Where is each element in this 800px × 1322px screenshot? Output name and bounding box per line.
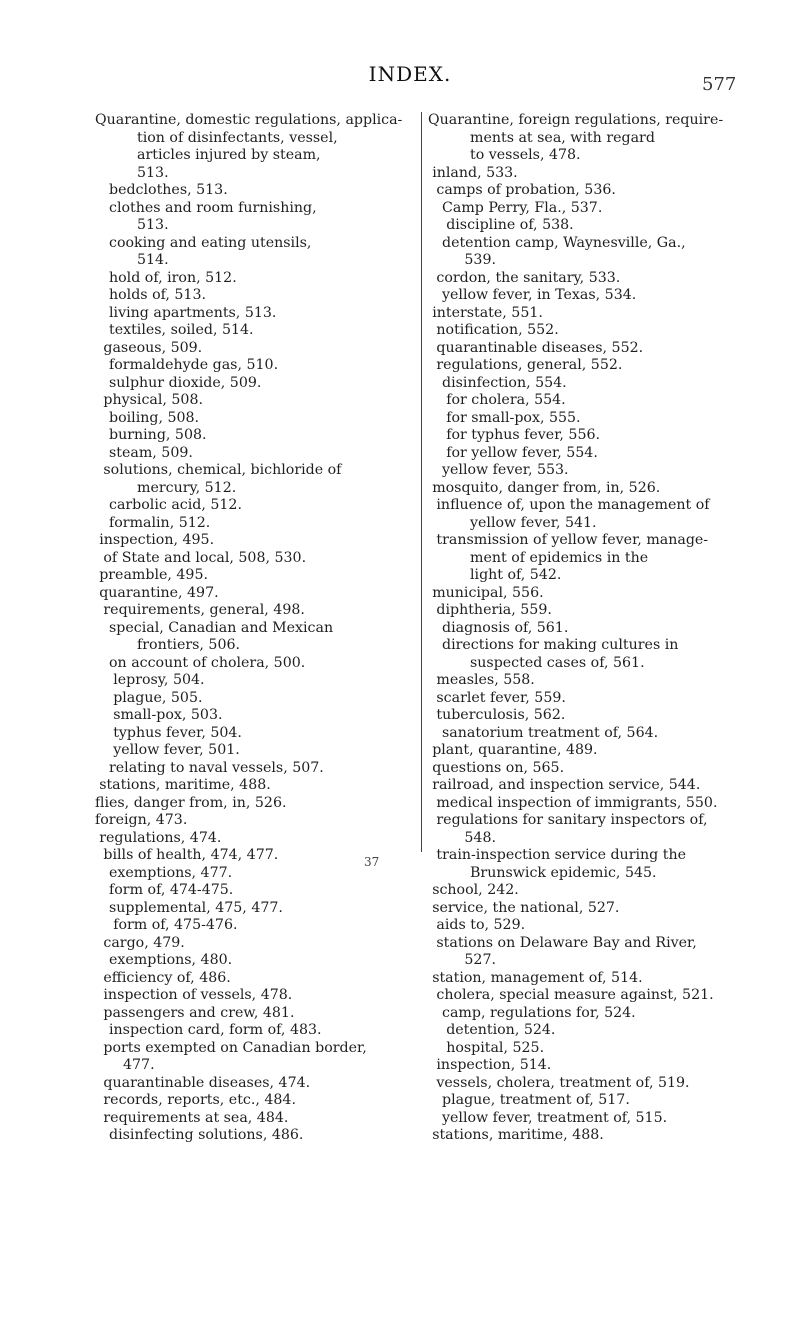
index-entry: solutions, chemical, bichloride of [103, 462, 342, 478]
index-entry: Brunswick epidemic, 545. [470, 864, 657, 881]
index-entry: passengers and crew, 481. [103, 1004, 295, 1021]
index-entry: yellow fever, 501. [113, 742, 240, 758]
index-entry: 539. [464, 252, 496, 268]
index-entry: hospital, 525. [446, 1039, 545, 1056]
index-entry: exemptions, 480. [109, 952, 233, 968]
index-entry: articles injured by steam, [137, 147, 321, 163]
index-entry: discipline of, 538. [446, 217, 574, 233]
index-entry: diphtheria, 559. [436, 602, 552, 618]
index-entry: clothes and room furnishing, [109, 199, 317, 216]
index-entry: 513. [137, 217, 169, 233]
index-entry: for cholera, 554. [446, 392, 566, 408]
index-entry: formalin, 512. [109, 514, 211, 531]
index-entry: station, management of, 514. [432, 969, 643, 986]
index-entry: textiles, soiled, 514. [109, 322, 254, 338]
index-entry: cordon, the sanitary, 533. [436, 269, 621, 286]
index-entry: stations on Delaware Bay and River, [436, 934, 697, 951]
index-entry: holds of, 513. [109, 287, 206, 303]
index-entry: cargo, 479. [103, 934, 185, 951]
index-entry: mosquito, danger from, in, 526. [432, 479, 661, 496]
index-entry: form of, 474-475. [109, 882, 234, 898]
index-entry: questions on, 565. [432, 759, 565, 776]
index-entry: camps of probation, 536. [436, 182, 616, 198]
index-entry: municipal, 556. [432, 584, 544, 601]
index-entry: inspection, 514. [436, 1057, 552, 1073]
index-entry: plague, 505. [113, 689, 203, 706]
page-number: 577 [702, 74, 737, 95]
index-entry: Quarantine, domestic regulations, applica- [95, 112, 403, 128]
index-entry: 527. [464, 952, 496, 968]
index-entry: tion of disinfectants, vessel, [137, 129, 338, 146]
index-entry: cooking and eating utensils, [109, 234, 312, 251]
index-entry: medical inspection of immigrants, 550. [436, 794, 718, 811]
signature-mark: 37 [364, 855, 380, 869]
index-column-left [95, 112, 412, 1145]
index-entry: living apartments, 513. [109, 304, 277, 321]
index-entry: regulations, 474. [99, 829, 222, 846]
index-entry: stations, maritime, 488. [432, 1127, 604, 1143]
index-entry: sanatorium treatment of, 564. [442, 724, 659, 741]
index-entry: 514. [137, 252, 169, 268]
index-entry: influence of, upon the management of [436, 497, 710, 513]
index-entry: requirements at sea, 484. [103, 1109, 289, 1126]
index-entry: leprosy, 504. [113, 672, 205, 688]
index-entry: formaldehyde gas, 510. [109, 357, 279, 373]
index-entry: quarantinable diseases, 552. [436, 339, 644, 356]
index-entry: hold of, iron, 512. [109, 269, 237, 286]
index-entry: carbolic acid, 512. [109, 497, 242, 513]
index-entry: for small-pox, 555. [446, 409, 581, 426]
index-entry: requirements, general, 498. [103, 602, 305, 618]
index-entry: 548. [464, 829, 496, 846]
index-entry: inland, 533. [432, 164, 518, 181]
index-entry: supplemental, 475, 477. [109, 899, 283, 916]
index-entry: inspection card, form of, 483. [109, 1022, 322, 1038]
index-entry: typhus fever, 504. [113, 724, 242, 741]
index-entry: for yellow fever, 554. [446, 444, 598, 461]
index-entry: boiling, 508. [109, 409, 200, 426]
index-entry: steam, 509. [109, 444, 193, 461]
index-entry: stations, maritime, 488. [99, 777, 271, 793]
index-entry: ments at sea, with regard [470, 129, 655, 146]
index-entry: for typhus fever, 556. [446, 427, 601, 443]
index-entry: exemptions, 477. [109, 864, 233, 881]
column-divider [421, 112, 422, 852]
index-entry: 513. [137, 164, 169, 181]
index-entry: form of, 475-476. [113, 917, 238, 933]
index-entry: light of, 542. [470, 567, 562, 583]
index-entry: regulations, general, 552. [436, 357, 623, 373]
index-entry: efficiency of, 486. [103, 969, 231, 986]
index-entry: frontiers, 506. [137, 637, 241, 653]
index-entry: special, Canadian and Mexican [109, 619, 334, 636]
index-entry: inspection, 495. [99, 532, 215, 548]
index-entry: small-pox, 503. [113, 707, 223, 723]
index-entry: ment of epidemics in the [470, 549, 649, 566]
index-entry: detention camp, Waynesville, Ga., [442, 234, 686, 251]
index-entry: of State and local, 508, 530. [103, 549, 307, 566]
index-entry: measles, 558. [436, 672, 535, 688]
index-entry: railroad, and inspection service, 544. [432, 777, 701, 793]
index-entry: bedclothes, 513. [109, 182, 228, 198]
index-entry: gaseous, 509. [103, 339, 203, 356]
index-entry: yellow fever, 541. [470, 514, 597, 531]
index-entry: sulphur dioxide, 509. [109, 374, 262, 391]
index-entry: records, reports, etc., 484. [103, 1092, 296, 1108]
index-entry: mercury, 512. [137, 479, 237, 496]
index-entry: plague, treatment of, 517. [442, 1092, 630, 1108]
index-entry: interstate, 551. [432, 304, 543, 321]
index-entry: transmission of yellow fever, manage- [436, 532, 709, 548]
index-entry: school, 242. [432, 882, 519, 898]
index-column-right [428, 112, 740, 1145]
index-entry: quarantine, 497. [99, 584, 219, 601]
index-entry: flies, danger from, in, 526. [95, 794, 287, 811]
index-entry: disinfection, 554. [442, 374, 567, 391]
index-entry: physical, 508. [103, 392, 203, 408]
index-entry: plant, quarantine, 489. [432, 742, 598, 758]
index-entry: to vessels, 478. [470, 147, 581, 163]
index-entry: Camp Perry, Fla., 537. [442, 199, 603, 216]
index-entry: regulations for sanitary inspectors of, [436, 812, 708, 828]
index-entry: preamble, 495. [99, 567, 208, 583]
index-entry: disinfecting solutions, 486. [109, 1127, 304, 1143]
index-entry: Quarantine, foreign regulations, require- [428, 112, 724, 128]
index-entry: 477. [123, 1057, 155, 1073]
index-entry: foreign, 473. [95, 812, 188, 828]
index-entry: diagnosis of, 561. [442, 619, 569, 636]
index-entry: yellow fever, in Texas, 534. [442, 287, 637, 303]
page-title: INDEX. [368, 62, 452, 86]
index-entry: notification, 552. [436, 322, 559, 338]
page-header [0, 62, 800, 95]
index-entry: camp, regulations for, 524. [442, 1004, 636, 1021]
index-entry: vessels, cholera, treatment of, 519. [436, 1074, 690, 1091]
index-entry: service, the national, 527. [432, 899, 620, 916]
index-entry: inspection of vessels, 478. [103, 987, 293, 1003]
index-entry: scarlet fever, 559. [436, 689, 566, 706]
index-entry: suspected cases of, 561. [470, 654, 645, 671]
index-entry: bills of health, 474, 477. [103, 847, 279, 863]
index-entry: ports exempted on Canadian border, [103, 1039, 367, 1056]
index-entry: directions for making cultures in [442, 637, 679, 653]
index-entry: burning, 508. [109, 427, 207, 443]
index-entry: on account of cholera, 500. [109, 654, 306, 671]
index-entry: yellow fever, treatment of, 515. [442, 1109, 668, 1126]
index-entry: quarantinable diseases, 474. [103, 1074, 311, 1091]
index-entry: tuberculosis, 562. [436, 707, 566, 723]
index-entry: relating to naval vessels, 507. [109, 759, 324, 776]
index-entry: train-inspection service during the [436, 847, 686, 863]
index-entry: yellow fever, 553. [442, 462, 569, 478]
index-entry: cholera, special measure against, 521. [436, 987, 714, 1003]
index-entry: detention, 524. [446, 1022, 556, 1038]
index-entry: aids to, 529. [436, 917, 526, 933]
